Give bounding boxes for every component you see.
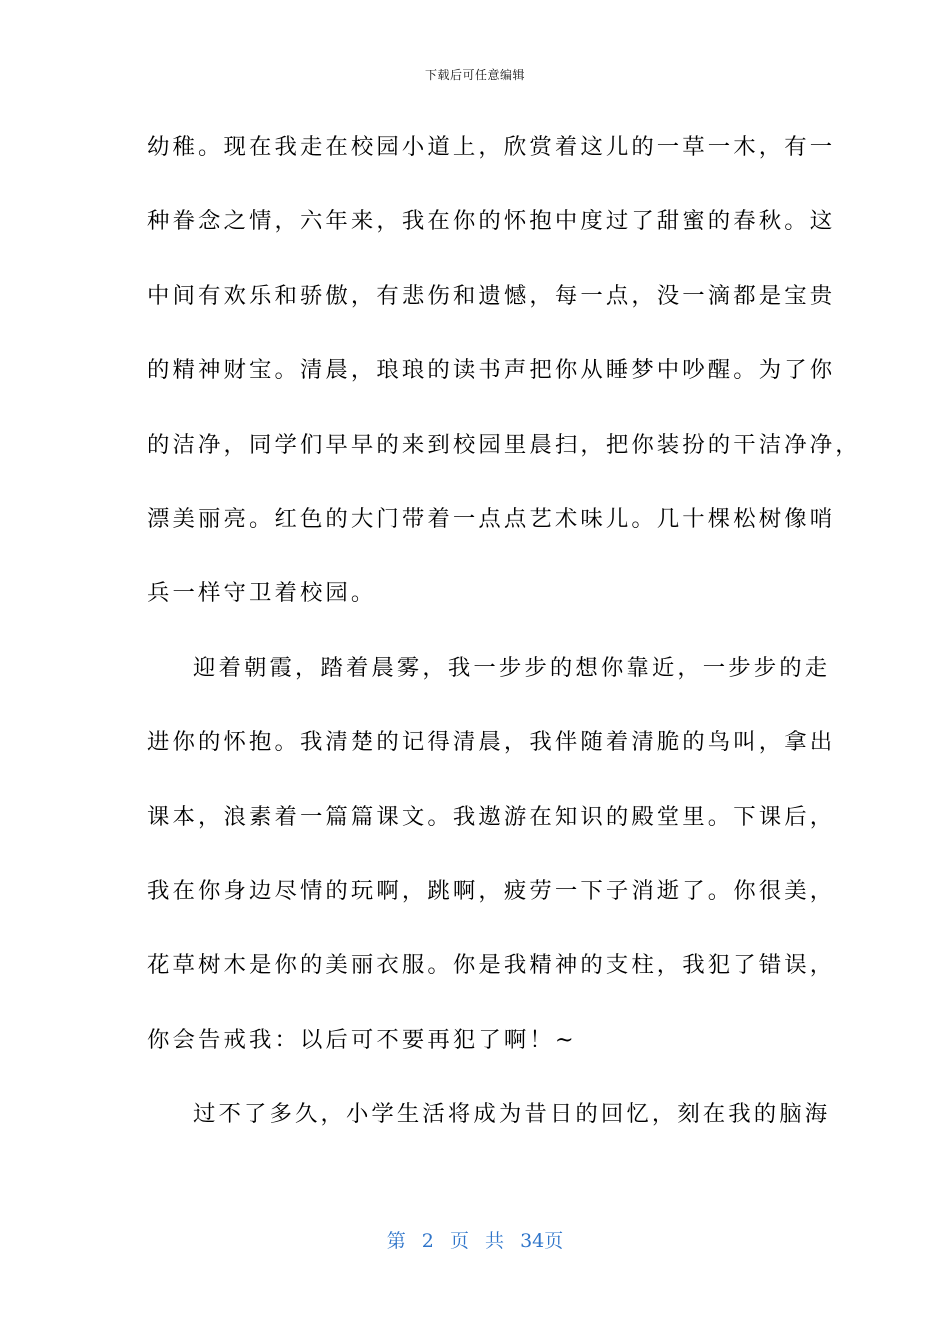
header-note: 下载后可任意编辑	[424, 68, 525, 82]
text-line-indented: 迎着朝霞，踏着晨雾，我一步步的想你靠近，一步步的走	[193, 654, 831, 681]
footer-current-page: 2	[421, 1230, 434, 1252]
footer-total-pages: 34页	[520, 1230, 564, 1252]
text-line: 进你的怀抱。我清楚的记得清晨，我伴随着清脆的鸟叫，拿出	[147, 729, 836, 756]
page-footer	[0, 1226, 950, 1253]
text-line: 种眷念之情，六年来，我在你的怀抱中度过了甜蜜的春秋。这	[147, 208, 836, 235]
text-line: 幼稚。现在我走在校园小道上，欣赏着这儿的一草一木，有一	[147, 134, 836, 160]
text-line: 的洁净，同学们早早的来到校园里晨扫，把你装扮的干洁净净，	[147, 431, 861, 458]
text-line: 我在你身边尽情的玩啊，跳啊，疲劳一下子消逝了。你很美，	[147, 877, 836, 904]
text-line: 漂美丽亮。红色的大门带着一点点艺术味儿。几十棵松树像哨	[147, 505, 836, 532]
text-line-indented: 过不了多久，小学生活将成为昔日的回忆，刻在我的脑海	[193, 1101, 831, 1128]
text-line: 花草树木是你的美丽衣服。你是我精神的支柱，我犯了错误，	[147, 952, 836, 979]
text-line: 课本，浪素着一篇篇课文。我遨游在知识的殿堂里。下课后，	[147, 803, 836, 830]
text-line: 兵一样守卫着校园。	[147, 580, 377, 607]
footer-page-label: 第	[386, 1230, 406, 1252]
body-text	[147, 123, 861, 1164]
footer-page-unit: 页	[449, 1230, 469, 1252]
text-line: 中间有欢乐和骄傲，有悲伤和遗憾，每一点，没一滴都是宝贵	[147, 282, 836, 309]
footer-total-label: 共	[485, 1230, 505, 1252]
text-line: 你会告戒我：以后可不要再犯了啊！~	[147, 1026, 577, 1053]
text-line: 的精神财宝。清晨，琅琅的读书声把你从睡梦中吵醒。为了你	[147, 357, 836, 384]
